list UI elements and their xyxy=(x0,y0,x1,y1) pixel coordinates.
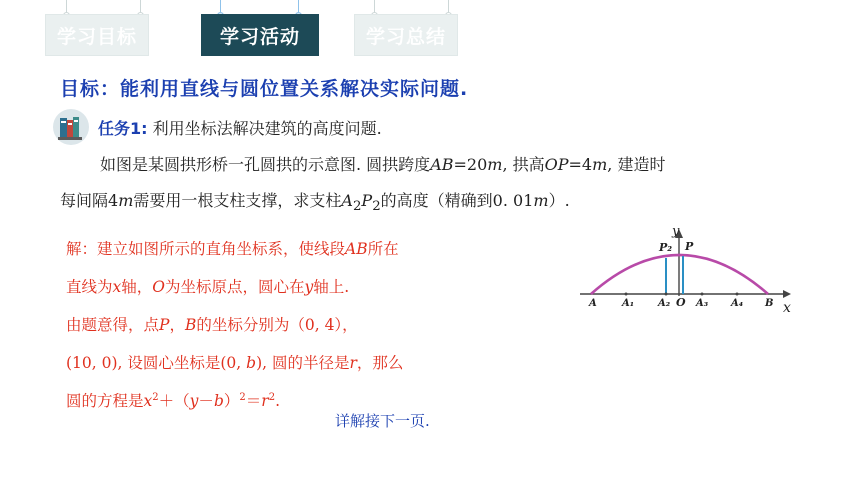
label-A1: A₁ xyxy=(622,298,635,309)
math-var: P xyxy=(361,191,373,210)
tab-label: 学习总结 xyxy=(365,25,446,48)
tab-hanger xyxy=(220,0,221,12)
problem-text: 的高度（精确到0. 01 xyxy=(380,191,534,210)
problem-text: , 拱高 xyxy=(502,155,545,174)
solution-text: ，那么 xyxy=(356,354,404,372)
solution-text: 的坐标分别为（0, 4）， xyxy=(196,316,358,334)
label-x: x xyxy=(783,300,791,316)
solution-text: . xyxy=(275,392,281,410)
math-var: B xyxy=(184,316,197,334)
math-unit: m xyxy=(592,155,608,174)
math-var: x xyxy=(143,392,153,410)
solution-text: 解：建立如图所示的直角坐标系，使线段 xyxy=(66,240,346,258)
solution-text: － xyxy=(198,392,214,410)
point-A4 xyxy=(736,293,739,296)
math-var: r xyxy=(261,392,269,410)
solution-text: 轴， xyxy=(121,278,153,296)
math-var: x xyxy=(112,278,122,296)
tab-label: 学习活动 xyxy=(219,25,300,48)
books-icon xyxy=(52,108,90,146)
solution-text: 所在 xyxy=(367,240,399,258)
tab-learning-activities[interactable] xyxy=(201,14,319,56)
problem-line-2 xyxy=(60,188,570,214)
label-y: y xyxy=(672,224,680,239)
solution-line-5 xyxy=(66,389,280,411)
tab-learning-goals[interactable] xyxy=(45,14,149,56)
math-var: r xyxy=(349,354,357,372)
problem-text: ）. xyxy=(548,191,570,210)
math-var: AB xyxy=(345,240,368,258)
math-subscript: 2 xyxy=(372,199,381,215)
math-subscript: 2 xyxy=(352,199,362,215)
problem-text: =4 xyxy=(568,155,593,174)
solution-line-4 xyxy=(66,351,403,373)
math-var: P xyxy=(159,316,170,334)
label-P2: P₂ xyxy=(659,241,673,254)
math-unit: m xyxy=(118,191,134,210)
math-unit: m xyxy=(533,191,549,210)
solution-text: 为坐标原点，圆心在 xyxy=(165,278,305,296)
math-var: OP xyxy=(544,155,569,174)
tab-hanger xyxy=(374,0,375,12)
problem-text: 每间隔4 xyxy=(60,191,119,210)
solution-text: ， xyxy=(169,316,185,334)
solution-line-2 xyxy=(66,275,349,297)
task-label: 任务1: xyxy=(98,119,148,138)
task-line xyxy=(98,116,382,139)
label-B: B xyxy=(765,298,774,309)
tab-hanger xyxy=(140,0,141,12)
solution-text: 圆的方程是 xyxy=(66,392,144,410)
label-O: O xyxy=(676,296,686,309)
problem-text: 如图是某圆拱形桥一孔圆拱的示意图. 圆拱跨度 xyxy=(100,155,431,174)
label-A2: A₂ xyxy=(658,298,671,309)
solution-text: ） xyxy=(223,392,240,410)
math-var: AB xyxy=(430,155,454,174)
label-P: P xyxy=(685,240,694,253)
point-A2 xyxy=(665,293,668,296)
solution-text: (10, 0), 设圆心坐标是(0, xyxy=(66,354,247,372)
label-A3: A₃ xyxy=(696,298,709,309)
tab-hanger xyxy=(448,0,449,12)
math-var: O xyxy=(152,278,165,296)
solution-text: ), 圆的半径是 xyxy=(256,354,350,372)
math-var: y xyxy=(189,392,199,410)
math-var: b xyxy=(246,354,257,372)
problem-line-1 xyxy=(100,152,665,175)
problem-text: , 建造时 xyxy=(607,155,666,174)
label-A: A xyxy=(589,298,597,309)
math-unit: m xyxy=(487,155,503,174)
problem-text: =20 xyxy=(453,155,488,174)
math-var: A xyxy=(341,191,353,210)
tab-hanger xyxy=(298,0,299,12)
arch-bridge-diagram xyxy=(575,220,800,320)
tab-bar xyxy=(0,0,860,62)
task-text: 利用坐标法解决建筑的高度问题. xyxy=(152,119,382,138)
math-var: y xyxy=(304,278,314,296)
solution-text: 轴上. xyxy=(313,278,350,296)
math-exponent: 2 xyxy=(152,391,159,403)
math-var: b xyxy=(213,392,224,410)
goal-heading: 目标：能利用直线与圆位置关系解决实际问题. xyxy=(60,78,469,100)
problem-text: 需要用一根支柱支撑，求支柱 xyxy=(133,191,342,210)
next-page-note: 详解接下一页. xyxy=(335,412,430,430)
point-A3 xyxy=(701,293,704,296)
label-A4: A₄ xyxy=(731,298,744,309)
math-exponent: 2 xyxy=(239,391,246,403)
solution-text: ＝ xyxy=(245,392,262,410)
solution-text: 直线为 xyxy=(66,278,113,296)
x-axis-arrow xyxy=(783,290,791,298)
tab-hanger xyxy=(66,0,67,12)
solution-text: 由题意得，点 xyxy=(66,316,160,334)
solution-text: ＋（ xyxy=(158,392,190,410)
tab-learning-summary[interactable] xyxy=(354,14,458,56)
solution-line-3 xyxy=(66,313,358,335)
math-exponent: 2 xyxy=(268,391,276,403)
solution-line-1 xyxy=(66,237,399,259)
point-A1 xyxy=(625,293,628,296)
tab-label: 学习目标 xyxy=(56,25,137,48)
